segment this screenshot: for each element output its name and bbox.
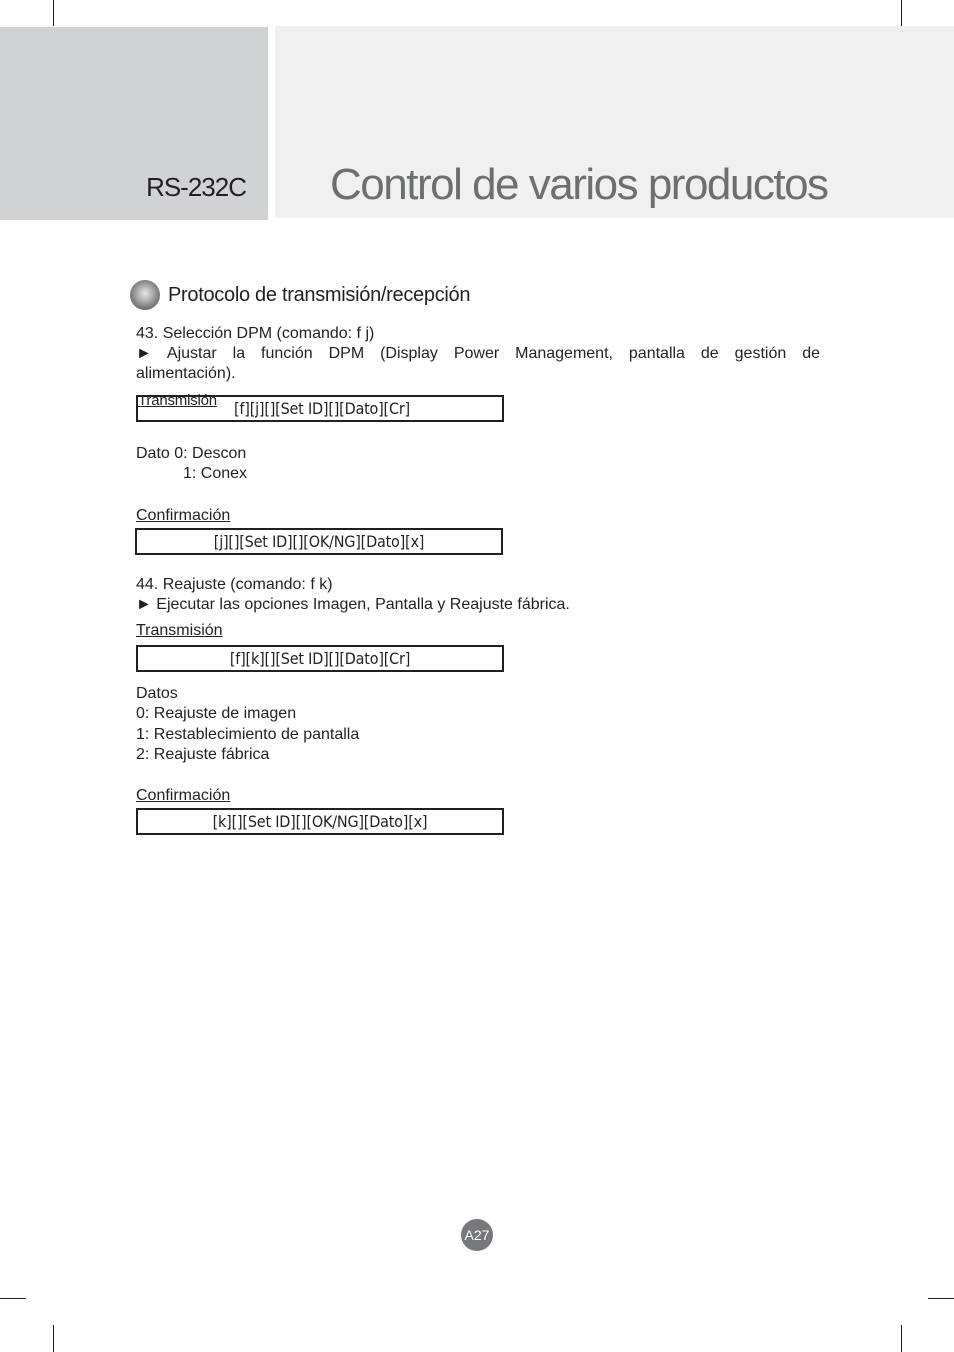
item43-heading: 43. Selección DPM (comando: f j) [136, 325, 375, 342]
crop-mark-top-right-vertical [901, 0, 902, 26]
section-title: Protocolo de transmisión/recepción [168, 283, 471, 306]
item43-description-line1: ► Ajustar la función DPM (Display Power Management, pantalla de gestión de [136, 345, 820, 362]
item43-confirmation-code: [j][][Set ID][][OK/NG][Dato][x] [213, 532, 425, 551]
item44-transmission-box [136, 645, 504, 672]
item44-data-value: 1: Restablecimiento de pantalla [136, 726, 360, 743]
item44-transmission-label: Transmisión [136, 622, 223, 639]
item43-data-line1: Dato 0: Descon [136, 445, 247, 462]
crop-mark-top-left-vertical [53, 0, 54, 26]
section-heading [130, 280, 470, 310]
item43-confirmation-label: Confirmación [136, 507, 231, 524]
crop-mark-bottom-right-vertical [901, 1325, 902, 1352]
item43-transmission-label: Transmisión [138, 392, 217, 409]
page-number-badge: A27 [461, 1219, 493, 1251]
item43-transmission-code: [f][j][][Set ID][][Dato][Cr] [234, 399, 410, 418]
item43-transmission-box [136, 392, 504, 422]
crop-mark-bottom-left-vertical [53, 1325, 54, 1352]
item44-data-title: Datos [136, 685, 178, 702]
item44-data-value: 0: Reajuste de imagen [136, 705, 297, 722]
item44-heading: 44. Reajuste (comando: f k) [136, 576, 333, 593]
header-section-block [0, 27, 268, 220]
item44-confirmation-code: [k][][Set ID][][OK/NG][Dato][x] [212, 812, 428, 831]
crop-mark-bottom-left-horizontal [0, 1298, 26, 1299]
page-title: Control de varios productos [330, 160, 828, 209]
item44-description: ► Ejecutar las opciones Imagen, Pantalla y Reajuste fábrica. [136, 596, 570, 613]
gray-sphere-icon [130, 280, 160, 310]
item44-confirmation-label: Confirmación [136, 787, 231, 804]
item43-description-line2: alimentación). [136, 365, 236, 382]
item44-data-value: 2: Reajuste fábrica [136, 746, 270, 763]
item44-transmission-code: [f][k][][Set ID][][Dato][Cr] [229, 649, 411, 668]
crop-mark-bottom-right-horizontal [928, 1298, 954, 1299]
item43-confirmation-box [135, 528, 503, 555]
header-title-block [275, 26, 954, 218]
item43-data-line2: 1: Conex [183, 465, 248, 482]
item44-confirmation-box [136, 808, 504, 835]
section-label: RS-232C [146, 172, 246, 202]
